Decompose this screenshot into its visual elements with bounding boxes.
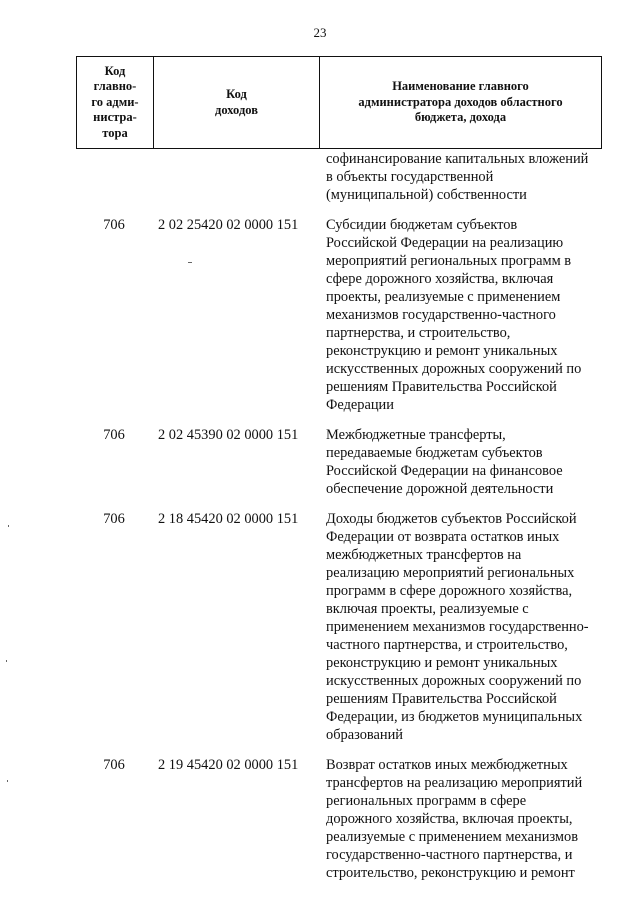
admin-code <box>76 150 152 204</box>
table-row <box>76 216 606 414</box>
table-row <box>76 756 606 882</box>
income-name-line: в объекты государственной <box>326 169 494 185</box>
income-name-line: решениям Правительства Российской <box>326 379 557 395</box>
scan-artifact <box>8 525 9 527</box>
income-name <box>318 510 606 744</box>
scan-artifact <box>6 660 7 662</box>
income-name-line: искусственных дорожных сооружений по <box>326 361 582 377</box>
income-name-line: Доходы бюджетов субъектов Российской <box>326 511 577 527</box>
income-name-line: частного партнерства, и строительство, <box>326 637 568 653</box>
income-name-line: образований <box>326 727 403 743</box>
income-name-line: Российской Федерации на финансовое <box>326 463 563 479</box>
income-name-line: Российской Федерации на реализацию <box>326 235 564 251</box>
income-name <box>318 756 606 882</box>
income-name <box>318 150 606 204</box>
income-name-line: Федерации <box>326 397 394 413</box>
header-income-code <box>153 57 319 148</box>
header-income-code-label: Код доходов <box>215 87 258 117</box>
income-name-line: Межбюджетные трансферты, <box>326 427 506 443</box>
income-name-line: Субсидии бюджетам субъектов <box>326 217 518 233</box>
income-name <box>318 426 606 498</box>
income-code <box>152 150 318 204</box>
income-name-line: сфере дорожного хозяйства, включая <box>326 271 554 287</box>
income-name-line: межбюджетных трансфертов на <box>326 547 522 563</box>
table-row <box>76 426 606 498</box>
table-header <box>76 56 602 149</box>
income-name-line: реализуемые с применением механизмов <box>326 829 579 845</box>
income-name <box>318 216 606 414</box>
income-name-line: применением механизмов государственно- <box>326 619 589 635</box>
admin-code: 706 <box>103 217 125 233</box>
table-row <box>76 150 606 204</box>
header-name <box>319 57 601 148</box>
income-name-line: Возврат остатков иных межбюджетных <box>326 757 568 773</box>
scan-artifact <box>7 780 8 782</box>
income-name-line: включая проекты, реализуемые с <box>326 601 529 617</box>
scan-artifact <box>188 262 192 263</box>
header-name-label: Наименование главного администратора доходов областного бюджета, дохода <box>358 79 563 125</box>
income-code: 2 19 45420 02 0000 151 <box>158 757 299 773</box>
income-name-line: программ в сфере дорожного хозяйства, <box>326 583 573 599</box>
income-name-line: передаваемые бюджетам субъектов <box>326 445 543 461</box>
income-name-line: региональных программ в сфере <box>326 793 527 809</box>
income-code: 2 18 45420 02 0000 151 <box>158 511 299 527</box>
admin-code: 706 <box>103 511 125 527</box>
header-admin-code <box>77 57 153 148</box>
admin-code: 706 <box>103 757 125 773</box>
page-number: 23 <box>313 25 327 40</box>
income-name-line: Федерации, из бюджетов муниципальных <box>326 709 583 725</box>
income-name-line: реконструкцию и ремонт уникальных <box>326 343 558 359</box>
header-admin-code-label: Код главно- го адми- нистра- тора <box>91 63 139 140</box>
income-name-line: партнерства, и строительство, <box>326 325 511 341</box>
table-row <box>76 510 606 744</box>
income-name-line: обеспечение дорожной деятельности <box>326 481 554 497</box>
income-name-line: искусственных дорожных сооружений по <box>326 673 582 689</box>
income-name-line: софинансирование капитальных вложений <box>326 151 589 167</box>
admin-code: 706 <box>103 427 125 443</box>
income-name-line: решениям Правительства Российской <box>326 691 557 707</box>
income-name-line: государственно-частного партнерства, и <box>326 847 573 863</box>
income-name-line: мероприятий региональных программ в <box>326 253 572 269</box>
income-code: 2 02 45390 02 0000 151 <box>158 427 299 443</box>
income-name-line: (муниципальной) собственности <box>326 187 527 203</box>
income-name-line: проекты, реализуемые с применением <box>326 289 561 305</box>
income-name-line: механизмов государственно-частного <box>326 307 556 323</box>
income-name-line: трансфертов на реализацию мероприятий <box>326 775 583 791</box>
income-code: 2 02 25420 02 0000 151 <box>158 217 299 233</box>
income-name-line: строительство, реконструкцию и ремонт <box>326 865 575 881</box>
income-name-line: Федерации от возврата остатков иных <box>326 529 560 545</box>
income-name-line: дорожного хозяйства, включая проекты, <box>326 811 573 827</box>
income-name-line: реализацию мероприятий региональных <box>326 565 575 581</box>
table-body <box>76 150 606 882</box>
income-name-line: реконструкцию и ремонт уникальных <box>326 655 558 671</box>
